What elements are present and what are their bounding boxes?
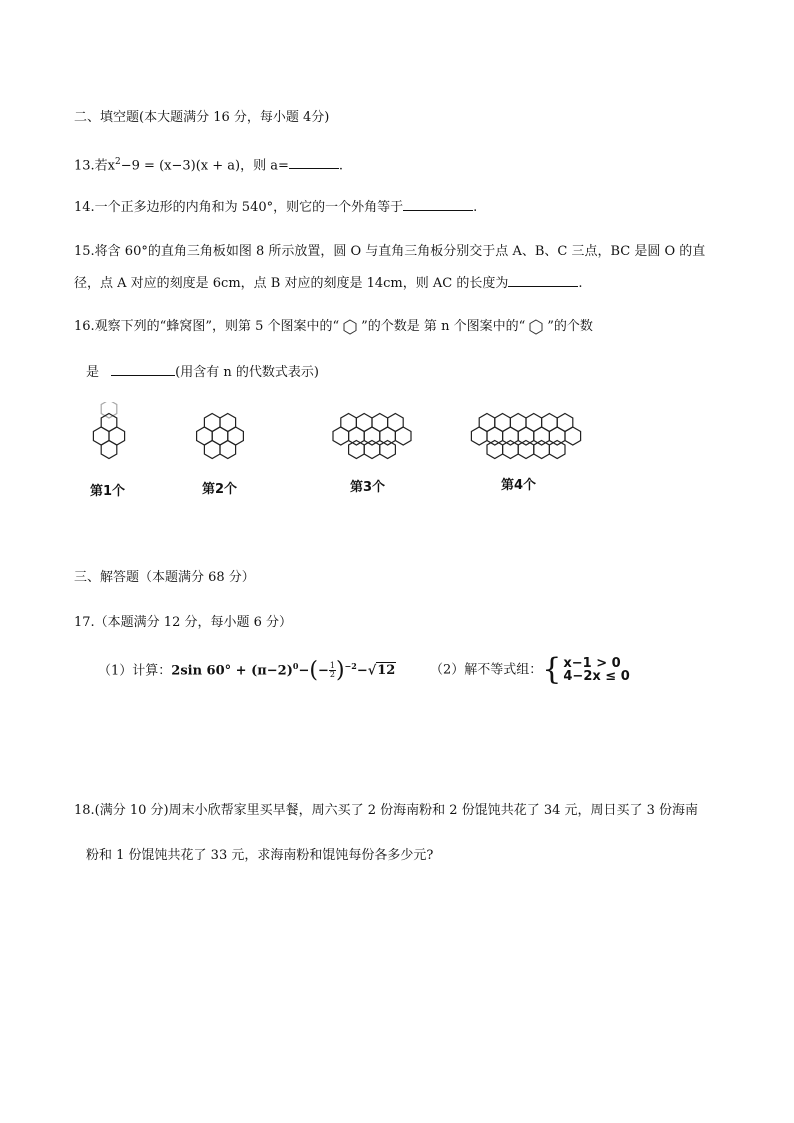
figure-label-2: 第2个 (202, 482, 238, 497)
honeycomb-pattern-2 (197, 414, 244, 459)
q14-text: 14.一个正多边形的内角和为 540°，则它的一个外角等于 (74, 200, 404, 215)
q17-part1-expr-a: 2sin 60° + (π−2) (171, 663, 293, 679)
q17-part2-label: （2）解不等式组： (430, 662, 543, 678)
honeycomb-pattern-4 (471, 414, 580, 459)
question-13 (74, 153, 343, 175)
honeycomb-pattern-3 (333, 414, 411, 459)
q16-line2-suffix: (用含有 n 的代数式表示) (175, 365, 319, 380)
q14-answer-blank[interactable] (403, 198, 473, 211)
q17-part1-minus: − (298, 663, 310, 679)
question-17-heading: 17.（本题满分 12 分，每小题 6 分） (74, 615, 293, 630)
q13-suffix: −9 = (x−3)(x + a)，则 a= (120, 158, 289, 174)
figure-label-4: 第4个 (501, 478, 537, 493)
q17-part1-exp: −2 (344, 661, 357, 671)
question-15-line1: 15.将含 60°的直角三角板如图 8 所示放置，圆 O 与直角三角板分别交于点 A、B、C 三点，BC 是圆 O 的直 (74, 244, 706, 259)
honeycomb-pattern-1 (93, 402, 124, 459)
section-2-heading: 二、填空题(本大题满分 16 分，每小题 4分) (74, 110, 330, 125)
q13-prefix: 13.若x (74, 158, 116, 174)
question-17-part1: （1）计算：2sin $60^\circ + (\pi-2)^0-(-$ $\frac{1}{2}$ )$^{-2}$−√12 (98, 657, 396, 683)
q17-inequality-system: x−1 > 0 4−2x ≤ 0 (563, 656, 630, 684)
question-18-line1: 18.(满分 10 分)周末小欣帮家里买早餐，周六买了 2 份海南粉和 2 份馄饨共花了 34 元，周日买了 3 份海南 (74, 803, 699, 818)
question-16-line2 (86, 363, 319, 382)
question-16-line1 (74, 318, 593, 336)
q15-end: . (578, 276, 583, 291)
hexagon-icon (342, 319, 358, 335)
q13-end: . (338, 158, 344, 174)
q17-part1-label: （1）计算： (98, 663, 172, 679)
q17-part1-sqrt: 12 (377, 663, 396, 679)
question-14 (74, 198, 477, 217)
question-15-line2 (74, 274, 583, 293)
q16-answer-blank[interactable] (111, 363, 175, 376)
q17-part1-exp0: 0 (292, 661, 299, 671)
q16-part3: ”的个数 (547, 319, 593, 334)
q15-line2-text: 径，点 A 对应的刻度是 6cm，点 B 对应的刻度是 14cm，则 AC 的长度为 (74, 276, 509, 291)
hexagon-icon (528, 319, 544, 335)
q14-end: . (473, 200, 478, 215)
q15-answer-blank[interactable] (508, 274, 578, 287)
q17-part1-fraction: $\frac{1}{2}$ (329, 661, 335, 680)
q16-part2: ”的个数是 第 n 个图案中的“ (361, 319, 526, 334)
q16-part1: 16.观察下列的“蜂窝图”，则第 5 个图案中的“ (74, 319, 340, 334)
figure-label-3: 第3个 (350, 480, 386, 495)
honeycomb-figure (0, 402, 794, 502)
question-17-part2: （2）解不等式组：{ x−1 > 0 4−2x ≤ 0 (430, 652, 630, 687)
figure-label-1: 第1个 (90, 484, 126, 499)
q13-exponent: 2 (115, 157, 121, 167)
q16-line2-prefix: 是 (86, 365, 100, 380)
question-18-line2: 粉和 1 份馄饨共花了 33 元，求海南粉和馄饨每份各多少元? (86, 848, 434, 863)
section-3-heading: 三、解答题（本题满分 68 分） (74, 570, 255, 585)
q13-answer-blank[interactable] (289, 156, 339, 169)
